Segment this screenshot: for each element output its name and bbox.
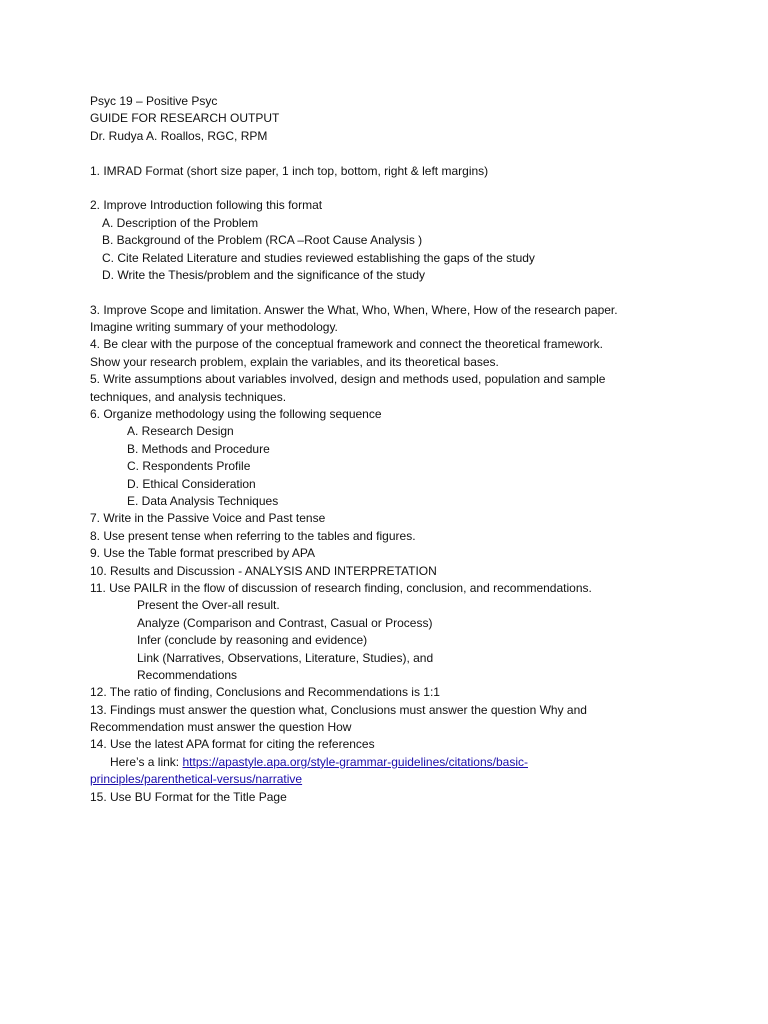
item-14-link-line-2 xyxy=(90,771,710,788)
link-prefix: Here’s a link: xyxy=(110,754,183,769)
document-title: GUIDE FOR RESEARCH OUTPUT xyxy=(90,111,280,126)
item-2-c: C. Cite Related Literature and studies reviewed establishing the gaps of the study xyxy=(102,250,535,265)
item-1: 1. IMRAD Format (short size paper, 1 inch top, bottom, right & left margins) xyxy=(90,163,489,178)
item-14-link-line-1 xyxy=(90,754,710,771)
item-11-link-line-1: Link (Narratives, Observations, Literature, Studies), and xyxy=(137,650,434,665)
spacer xyxy=(90,284,710,301)
item-11-present: Present the Over-all result. xyxy=(137,598,280,613)
item-6: 6. Organize methodology using the following sequence xyxy=(90,407,382,422)
item-3-line-1: 3. Improve Scope and limitation. Answer the What, Who, When, Where, How of the research paper. xyxy=(90,302,618,317)
item-6-a: A. Research Design xyxy=(127,424,234,439)
item-5-line-2: techniques, and analysis techniques. xyxy=(90,389,287,404)
spacer xyxy=(90,180,710,197)
document-body xyxy=(90,93,710,806)
item-6-c: C. Respondents Profile xyxy=(127,459,251,474)
item-2-b: B. Background of the Problem (RCA –Root Cause Analysis ) xyxy=(102,233,423,248)
item-11-infer: Infer (conclude by reasoning and evidence) xyxy=(137,633,368,648)
item-11-link-line-2: Recommendations xyxy=(137,667,238,682)
item-2: 2. Improve Introduction following this format xyxy=(90,198,323,213)
course-line: Psyc 19 – Positive Psyc xyxy=(90,94,218,108)
spacer xyxy=(90,145,710,162)
item-7: 7. Write in the Passive Voice and Past tense xyxy=(90,511,326,526)
item-6-b: B. Methods and Procedure xyxy=(127,441,270,456)
item-13-line-2: Recommendation must answer the question How xyxy=(90,720,352,735)
item-11-analyze: Analyze (Comparison and Contrast, Casual or Process) xyxy=(137,615,433,630)
item-13-line-1: 13. Findings must answer the question what, Conclusions must answer the question Why and xyxy=(90,702,587,717)
item-5-line-1: 5. Write assumptions about variables involved, design and methods used, population and sample xyxy=(90,372,606,387)
item-3-line-2: Imagine writing summary of your methodology. xyxy=(90,320,338,335)
item-14: 14. Use the latest APA format for citing the references xyxy=(90,737,375,752)
item-6-d: D. Ethical Consideration xyxy=(127,476,256,491)
item-4-line-2: Show your research problem, explain the variables, and its theoretical bases. xyxy=(90,354,499,369)
apa-link-part-1[interactable]: https://apastyle.apa.org/style-grammar-guidelines/citations/basic- xyxy=(182,754,528,769)
item-11: 11. Use PAILR in the flow of discussion of research finding, conclusion, and recommendations. xyxy=(90,580,592,595)
item-4-line-1: 4. Be clear with the purpose of the conceptual framework and connect the theoretical framework. xyxy=(90,337,603,352)
item-8: 8. Use present tense when referring to the tables and figures. xyxy=(90,528,416,543)
author-line: Dr. Rudya A. Roallos, RGC, RPM xyxy=(90,128,268,143)
item-9: 9. Use the Table format prescribed by APA xyxy=(90,546,316,561)
item-15: 15. Use BU Format for the Title Page xyxy=(90,789,287,804)
item-10: 10. Results and Discussion - ANALYSIS AND INTERPRETATION xyxy=(90,563,437,578)
item-6-e: E. Data Analysis Techniques xyxy=(127,493,279,508)
item-12: 12. The ratio of finding, Conclusions and Recommendations is 1:1 xyxy=(90,685,440,700)
apa-link-part-2[interactable]: principles/parenthetical-versus/narrative xyxy=(90,772,303,787)
item-2-a: A. Description of the Problem xyxy=(102,215,259,230)
item-2-d: D. Write the Thesis/problem and the significance of the study xyxy=(102,267,426,282)
